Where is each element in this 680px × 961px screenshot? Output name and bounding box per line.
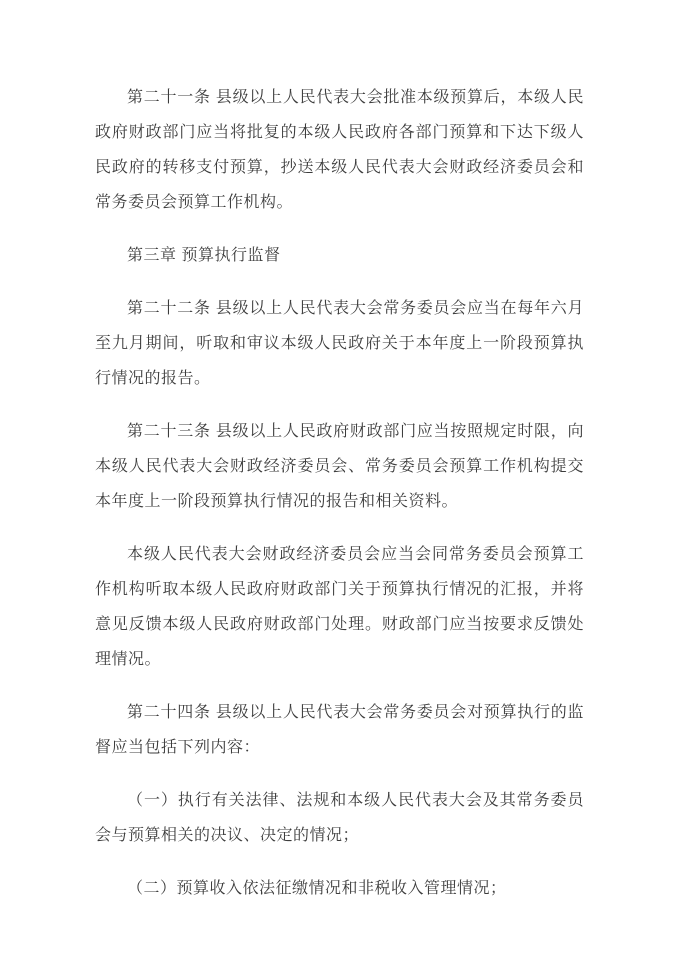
article-24-item-1: （一）执行有关法律、法规和本级人民代表大会及其常务委员会与预算相关的决议、决定的情况； (95, 792, 584, 844)
chapter-3-heading: 第三章 预算执行监督 (127, 247, 281, 264)
article-23-paragraph: 第二十三条 县级以上人民政府财政部门应当按照规定时限，向本级人民代表大会财政经济委员会、常务委员会预算工作机构提交本年度上一阶段预算执行情况的报告和相关资料。 (95, 423, 584, 510)
article-21-paragraph: 第二十一条 县级以上人民代表大会批准本级预算后，本级人民政府财政部门应当将批复的本级人民政府各部门预算和下达下级人民政府的转移支付预算，抄送本级人民代表大会财政经济委员会和常务委员会预算工作机构。 (95, 89, 584, 211)
article-22-paragraph: 第二十二条 县级以上人民代表大会常务委员会应当在每年六月至九月期间，听取和审议本级人民政府关于本年度上一阶段预算执行情况的报告。 (95, 300, 584, 387)
article-24-item-2: （二）预算收入依法征缴情况和非税收入管理情况； (127, 880, 507, 897)
article-23-paragraph-2: 本级人民代表大会财政经济委员会应当会同常务委员会预算工作机构听取本级人民政府财政部门关于预算执行情况的汇报，并将意见反馈本级人民政府财政部门处理。财政部门应当按要求反馈处理情况。 (95, 546, 584, 668)
article-24-paragraph: 第二十四条 县级以上人民代表大会常务委员会对预算执行的监督应当包括下列内容： (95, 704, 584, 756)
